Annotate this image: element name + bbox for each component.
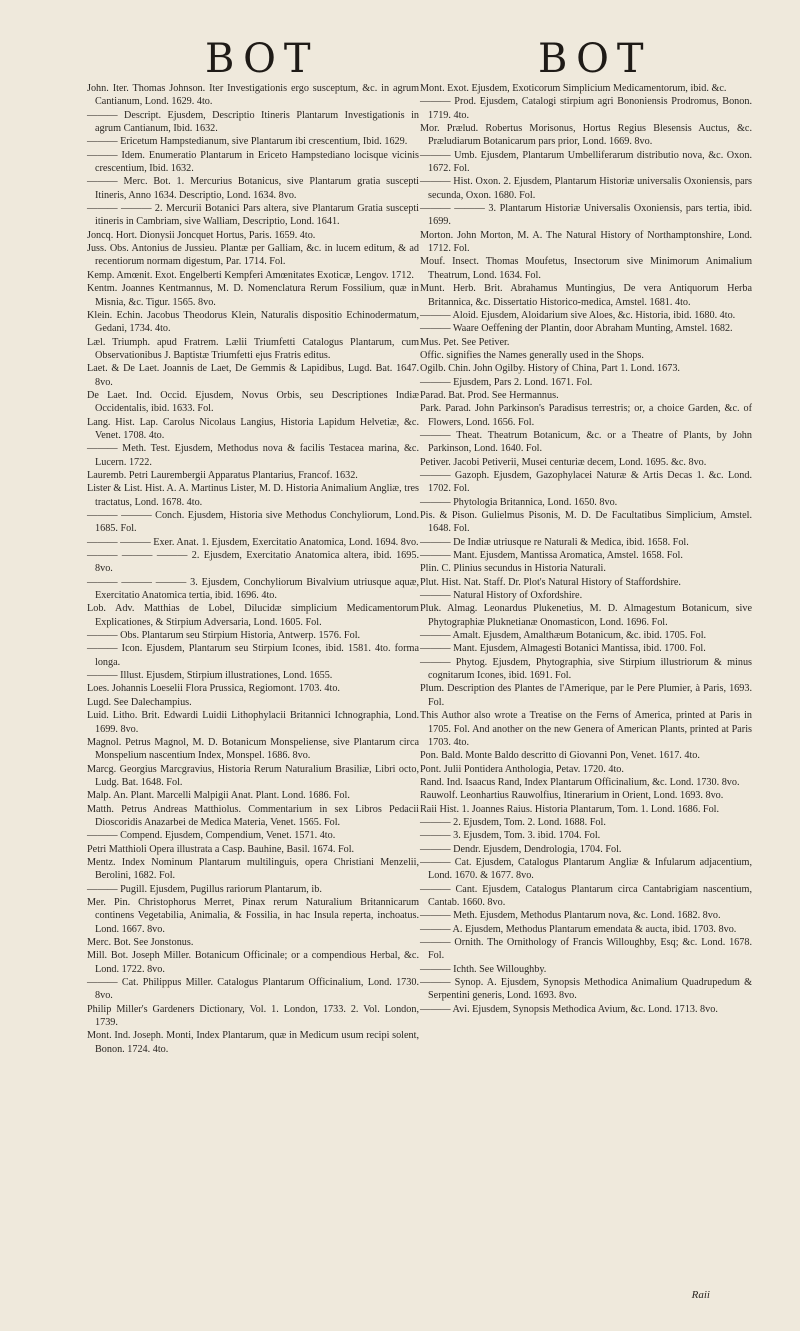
entry: ——— Dendr. Ejusdem, Dendrologia, 1704. Fol.: [420, 843, 622, 855]
entry: ——— ——— ——— 3. Ejusdem, Conchyliorum Bivalvium utriusque aquæ, Exercitatio Anatomica tertia, ibid. 1696. 4to.: [87, 576, 419, 602]
entry: ——— 2. Ejusdem, Tom. 2. Lond. 1688. Fol.: [420, 816, 606, 828]
entry: ——— Umb. Ejusdem, Plantarum Umbelliferarum distributio nova, &c. Oxon. 1672. Fol.: [420, 149, 752, 175]
entry: Offic. signifies the Names generally used in the Shops.: [420, 349, 644, 361]
entry: Lob. Adv. Matthias de Lobel, Dilucidæ simplicium Medicamentorum Explicationes, & Stirpium Adversaria, Lond. 1605. Fol.: [87, 603, 419, 628]
entry: Plum. Description des Plantes de l'Amerique, par le Pere Plumier, à Paris, 1693. Fol.: [420, 683, 752, 708]
entry: ——— ——— Conch. Ejusdem, Historia sive Methodus Conchyliorum, Lond. 1685. Fol.: [87, 510, 419, 535]
entry: Magnol. Petrus Magnol, M. D. Botanicum Monspeliense, sive Plantarum circa Monspelium nascentium Index, Monspel. 1686. 8vo.: [87, 736, 419, 762]
entry: ——— Avi. Ejusdem, Synopsis Methodica Avium, &c. Lond. 1713. 8vo.: [420, 1003, 718, 1015]
entry: Luid. Litho. Brit. Edwardi Luidii Lithophylacii Britannici Ichnographia, Lond. 1699. 8vo.: [87, 710, 419, 735]
entry: ——— Prod. Ejusdem, Catalogi stirpium agri Bononiensis Prodromus, Bonon. 1719. 4to.: [420, 96, 752, 121]
entry: ——— De Indiæ utriusque re Naturali & Medica, ibid. 1658. Fol.: [420, 536, 689, 548]
catchword: Raii: [691, 1289, 710, 1301]
entry: Mus. Pet. See Petiver.: [420, 336, 510, 348]
entry: Rand. Ind. Isaacus Rand, Index Plantarum Officinalium, &c. Lond. 1730. 8vo.: [420, 776, 740, 788]
entry: Mill. Bot. Joseph Miller. Botanicum Officinale; or a compendious Herbal, &c. Lond. 1722. 8vo.: [87, 950, 419, 975]
entry: Ogilb. Chin. John Ogilby. History of China, Part 1. Lond. 1673.: [420, 363, 680, 375]
entry: ——— Ericetum Hampstedianum, sive Plantarum ibi crescentium, Ibid. 1629.: [87, 136, 408, 148]
entry: Loes. Johannis Loeselii Flora Prussica, Regiomont. 1703. 4to.: [87, 683, 340, 695]
entry: Morton. John Morton, M. A. The Natural History of Northamptonshire, Lond. 1712. Fol.: [420, 229, 752, 255]
entry: Petri Matthioli Opera illustrata a Casp. Bauhine, Basil. 1674. Fol.: [87, 843, 355, 855]
entry: Lister & List. Hist. A. A. Martinus Lister, M. D. Historia Animalium Angliæ, tres tractatus, Lond. 1678. 4to.: [87, 483, 419, 508]
header-right: BOT: [538, 36, 652, 82]
entry: Laet. & De Laet. Joannis de Laet, De Gemmis & Lapidibus, Lugd. Bat. 1647. 8vo.: [87, 363, 419, 388]
header-left: BOT: [205, 36, 319, 82]
entry: ——— Ichth. See Willoughby.: [420, 963, 547, 975]
entry: Raii Hist. 1. Joannes Raius. Historia Plantarum, Tom. 1. Lond. 1686. Fol.: [420, 803, 720, 815]
entry: ——— Compend. Ejusdem, Compendium, Venet. 1571. 4to.: [87, 830, 336, 842]
entry: ——— Aloid. Ejusdem, Aloidarium sive Aloes, &c. Historia, ibid. 1680. 4to.: [420, 309, 736, 321]
entry: ——— Pugill. Ejusdem, Pugillus rariorum Plantarum, ib.: [87, 883, 322, 895]
entry: ——— Meth. Test. Ejusdem, Methodus nova & facilis Testacea marina, &c. Lucern. 1722.: [87, 443, 419, 468]
entry: ——— A. Ejusdem, Methodus Plantarum emendata & aucta, ibid. 1703. 8vo.: [420, 923, 737, 935]
entry: ——— Mant. Ejusdem, Mantissa Aromatica, Amstel. 1658. Fol.: [420, 550, 683, 562]
entry: Munt. Herb. Brit. Abrahamus Muntingius, De vera Antiquorum Herba Britannica, &c. Dissertatio Historico-medica, Amstel. 1681. 4to.: [420, 283, 752, 308]
entry: ——— Cat. Ejusdem, Catalogus Plantarum Angliæ & Infularum adjacentium, Lond. 1670. & 1677. 8vo.: [420, 856, 752, 882]
entry: Plut. Hist. Nat. Staff. Dr. Plot's Natural History of Staffordshire.: [420, 576, 681, 588]
entry: Marcg. Georgius Marcgravius, Historia Rerum Naturalium Brasiliæ, Libri octo, Ludg. Bat. 1648. Fol.: [87, 763, 419, 788]
entry: Lauremb. Petri Laurembergii Apparatus Plantarius, Francof. 1632.: [87, 469, 358, 481]
entry: ——— Phytog. Ejusdem, Phytographia, sive Stirpium illustriorum & minus cognitarum Icones, ibid. 1691. Fol.: [420, 656, 752, 682]
entry: Park. Parad. John Parkinson's Paradisus terrestris; or, a choice Garden, &c. of Flowers, Lond. 1656. Fol.: [420, 403, 752, 428]
entry: ——— Merc. Bot. 1. Mercurius Botanicus, sive Plantarum gratia suscepti Itineris, Anno 1634. Descriptio, Lond. 1634. 8vo.: [87, 176, 419, 201]
entry: Mouf. Insect. Thomas Moufetus, Insectorum sive Minimorum Animalium Theatrum, Lond. 1634. Fol.: [420, 256, 752, 281]
entry: Matth. Petrus Andreas Matthiolus. Commentarium in sex Libros Pedacii Dioscoridis Anazarbei de Medica Materia, Venet. 1565. Fol.: [87, 803, 419, 828]
entry: ——— Icon. Ejusdem, Plantarum seu Stirpium Icones, ibid. 1581. 4to. forma longa.: [87, 643, 419, 668]
entry: ——— Obs. Plantarum seu Stirpium Historia, Antwerp. 1576. Fol.: [87, 630, 361, 642]
entry: Pont. Julii Pontidera Anthologia, Petav. 1720. 4to.: [420, 763, 624, 775]
entry: Mont. Ind. Joseph. Monti, Index Plantarum, quæ in Medicum usum recipi solent, Bonon. 1724. 4to.: [87, 1030, 419, 1055]
entry: Malp. An. Plant. Marcelli Malpigii Anat. Plant. Lond. 1686. Fol.: [87, 790, 350, 802]
entry: ——— Descript. Ejusdem, Descriptio Itineris Plantarum Investigationis in agrum Cantianum, Ibid. 1632.: [87, 109, 419, 135]
entry: Pis. & Pison. Gulielmus Pisonis, M. D. De Facultatibus Simplicium, Amstel. 1648. Fol.: [420, 510, 752, 535]
entry: ——— Mant. Ejusdem, Almagesti Botanici Mantissa, ibid. 1700. Fol.: [420, 643, 706, 655]
entry: This Author also wrote a Treatise on the Ferns of America, printed at Paris in 1705. Fol. And another on the new Genera of American Plants, printed at Paris 1703. 4to.: [420, 710, 752, 748]
entry: ——— Waare Oeffening der Plantin, door Abraham Munting, Amstel. 1682.: [420, 323, 733, 335]
entry: ——— Natural History of Oxfordshire.: [420, 590, 583, 602]
entry: John. Iter. Thomas Johnson. Iter Investigationis ergo susceptum, &c. in agrum Cantianum, Lond. 1629. 4to.: [87, 83, 419, 108]
entry: ——— Meth. Ejusdem, Methodus Plantarum nova, &c. Lond. 1682. 8vo.: [420, 910, 721, 922]
entry: Mer. Pin. Christophorus Merret, Pinax rerum Naturalium Britannicarum continens Vegetabilia, Animalia, & Fossilia, in hac Insula reperta, inchoatus. Lond. 1667. 8vo.: [87, 896, 419, 935]
entry: Klein. Echin. Jacobus Theodorus Klein, Naturalis dispositio Echinodermatum, Gedani, 1734. 4to.: [87, 309, 419, 335]
entry: ——— Synop. A. Ejusdem, Synopsis Methodica Animalium Quadrupedum & Serpentini generis, Lond. 1693. 8vo.: [420, 977, 752, 1002]
entry: Philip Miller's Gardeners Dictionary, Vol. 1. London, 1733. 2. Vol. London, 1739.: [87, 1003, 419, 1029]
entry: Kemp. Amœnit. Exot. Engelberti Kempferi Amœnitates Exoticæ, Lengov. 1712.: [87, 269, 414, 281]
entry: Kentm. Joannes Kentmannus, M. D. Nomenclatura Rerum Fossilium, quæ in Misnia, &c. Tigur. 1565. 8vo.: [87, 283, 419, 308]
entry: Pon. Bald. Monte Baldo descritto di Giovanni Pon, Venet. 1617. 4to.: [420, 750, 700, 762]
right-column: [420, 82, 752, 1016]
entry: Plin. C. Plinius secundus in Historia Naturali.: [420, 563, 606, 575]
entry: ——— Theat. Theatrum Botanicum, &c. or a Theatre of Plants, by John Parkinson, Lond. 1640. Fol.: [420, 429, 752, 455]
left-column: [87, 82, 419, 1056]
entry: ——— ——— Exer. Anat. 1. Ejusdem, Exercitatio Anatomica, Lond. 1694. 8vo.: [87, 536, 419, 548]
entry: ——— Illust. Ejusdem, Stirpium illustrationes, Lond. 1655.: [87, 670, 333, 682]
entry: ——— Amalt. Ejusdem, Amalthæum Botanicum, &c. ibid. 1705. Fol.: [420, 630, 707, 642]
entry: ——— ——— 2. Mercurii Botanici Pars altera, sive Plantarum Gratia suscepti itineris in Cambriam, sive Walliam, Descriptio, Lond. 1641.: [87, 203, 419, 228]
entry: Lang. Hist. Lap. Carolus Nicolaus Langius, Historia Lapidum Helvetiæ, &c. Venet. 1708. 4to.: [87, 416, 419, 441]
entry: ——— Cat. Philippus Miller. Catalogus Plantarum Officinalium, Lond. 1730. 8vo.: [87, 977, 419, 1002]
entry: ——— Gazoph. Ejusdem, Gazophylacei Naturæ & Artis Decas 1. &c. Lond. 1702. Fol.: [420, 469, 752, 495]
entry: Petiver. Jacobi Petiverii, Musei centuriæ decem, Lond. 1695. &c. 8vo.: [420, 456, 707, 468]
entry: ——— Ornith. The Ornithology of Francis Willoughby, Esq; &c. Lond. 1678. Fol.: [420, 937, 752, 962]
entry: Mont. Exot. Ejusdem, Exoticorum Simplicium Medicamentorum, ibid. &c.: [420, 83, 727, 94]
entry: Læl. Triumph. apud Fratrem. Lælii Triumfetti Catalogus Plantarum, cum Observationibus J. Baptistæ Triumfetti ejus Fratris editus.: [87, 336, 419, 361]
entry: Merc. Bot. See Jonstonus.: [87, 937, 194, 948]
entry: ——— Hist. Oxon. 2. Ejusdem, Plantarum Historiæ universalis Oxoniensis, pars secunda, Oxon. 1680. Fol.: [420, 176, 752, 201]
entry: Parad. Bat. Prod. See Hermannus.: [420, 389, 559, 401]
entry: ——— ——— 3. Plantarum Historiæ Universalis Oxoniensis, pars tertia, ibid. 1699.: [420, 203, 752, 228]
entry: ——— Idem. Enumeratio Plantarum in Ericeto Hampstediano locisque vicinis crescentium, Ibid. 1632.: [87, 149, 419, 175]
entry: Rauwolf. Leonhartius Rauwolfius, Itinerarium in Orient, Lond. 1693. 8vo.: [420, 790, 724, 802]
entry: ——— ——— ——— 2. Ejusdem, Exercitatio Anatomica altera, ibid. 1695. 8vo.: [87, 550, 419, 575]
entry: Mor. Prælud. Robertus Morisonus, Hortus Regius Blesensis Auctus, &c. Præludiarum Botanicarum pars prior, Lond. 1669. 8vo.: [420, 123, 752, 148]
entry: Pluk. Almag. Leonardus Plukenetius, M. D. Almagestum Botanicum, sive Phytographiæ Pluknetianæ Onomasticon, Lond. 1696. Fol.: [420, 603, 752, 628]
entry: Juss. Obs. Antonius de Jussieu. Plantæ per Galliam, &c. in lucem editum, & ad recentiorum normam digestum, Par. 1714. Fol.: [87, 243, 419, 268]
entry: Mentz. Index Nominum Plantarum multilinguis, opera Christiani Menzelii, Berolini, 1682. Fol.: [87, 856, 419, 882]
entry: Joncq. Hort. Dionysii Joncquet Hortus, Paris. 1659. 4to.: [87, 229, 316, 241]
entry: ——— Phytologia Britannica, Lond. 1650. 8vo.: [420, 496, 618, 508]
entry: ——— Ejusdem, Pars 2. Lond. 1671. Fol.: [420, 376, 593, 388]
entry: De Laet. Ind. Occid. Ejusdem, Novus Orbis, seu Descriptiones Indiæ Occidentalis, ibid. 1633. Fol.: [87, 389, 419, 415]
entry: Lugd. See Dalechampius.: [87, 696, 192, 708]
entry: ——— Cant. Ejusdem, Catalogus Plantarum circa Cantabrigiam nascentium, Cantab. 1660. 8vo.: [420, 883, 752, 908]
entry: ——— 3. Ejusdem, Tom. 3. ibid. 1704. Fol.: [420, 830, 601, 842]
